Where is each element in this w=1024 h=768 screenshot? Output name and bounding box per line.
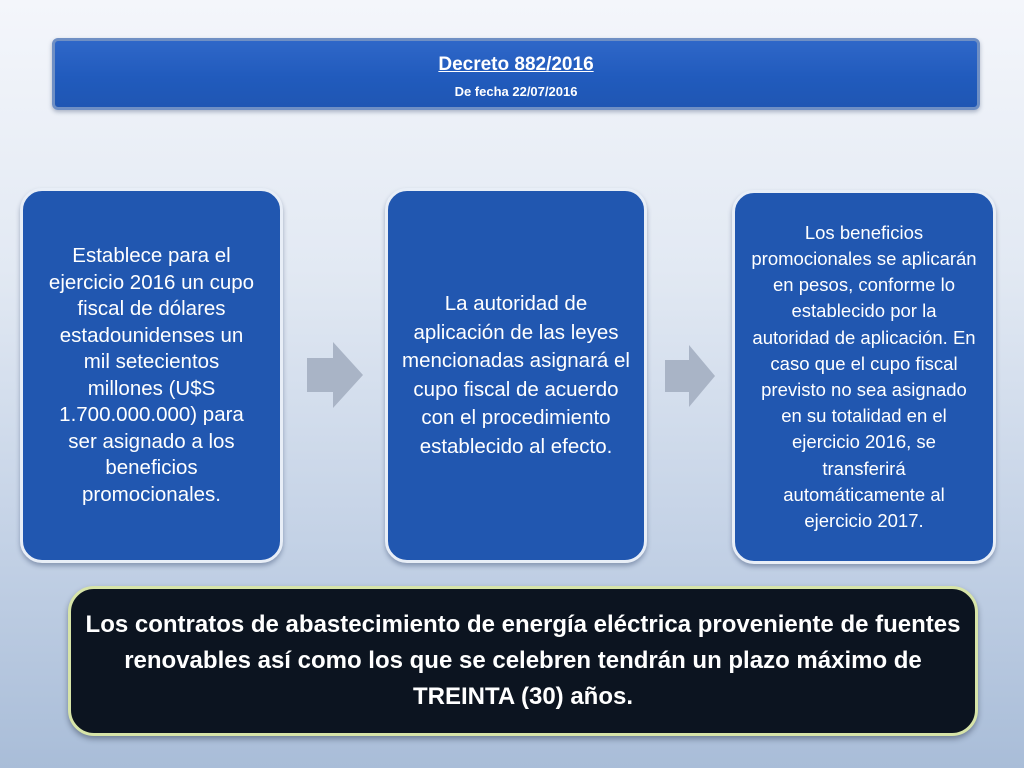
note-text: Los contratos de abastecimiento de energía eléctrica proveniente de fuentes renovables así como los que se celebren tendrán un plazo máximo de TREINTA (30) años. <box>85 611 961 710</box>
arrow-right-icon <box>665 345 715 407</box>
step-box-1 <box>20 188 283 563</box>
decree-header <box>52 38 980 110</box>
step-text-1: Establece para el ejercicio 2016 un cupo fiscal de dólares estadounidenses un mil setecientos millones (U$S 1.700.000.000) para ser asignado a los beneficios promocionales. <box>48 244 255 506</box>
step-box-3 <box>732 190 996 564</box>
step-text-3: Los beneficios promocionales se aplicarán en pesos, conforme lo establecido por la autoridad de aplicación. En caso que el cupo fiscal previsto no sea asignado en su totalidad en el ejercicio 2016, se transferirá automáticamente al ejercicio 2017. <box>751 221 977 532</box>
step-box-2 <box>385 188 647 563</box>
note-box <box>68 586 978 736</box>
decree-title: Decreto 882/2016 <box>438 54 594 75</box>
arrow-right-icon <box>307 342 363 408</box>
decree-date: De fecha 22/07/2016 <box>454 84 578 99</box>
step-text-2: La autoridad de aplicación de las leyes mencionadas asignará el cupo fiscal de acuerdo con el procedimiento establecido al efecto. <box>402 292 630 458</box>
